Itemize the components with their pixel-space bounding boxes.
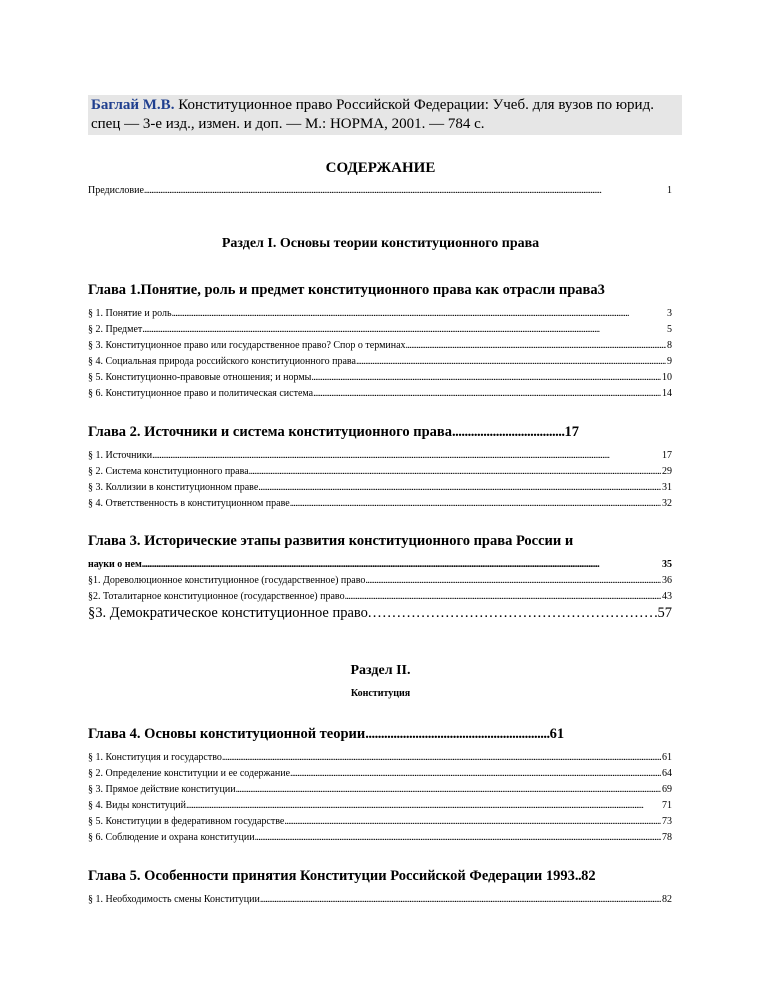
toc-entry-page: 73 xyxy=(662,816,672,827)
chapter-heading-4[interactable] xyxy=(88,726,673,743)
biblio-text: Конституционное право Российской Федерации: Учеб. для вузов по юрид. спец — 3-е изд., измен. и доп. — М.: НОРМА, 2001. — 784 с. xyxy=(91,97,654,132)
toc-entry[interactable] xyxy=(88,340,672,352)
toc-entry-page: 43 xyxy=(662,591,672,602)
toc-entry-title: § 6. Конституционное право и политическая система xyxy=(88,388,314,399)
section-heading-2: Раздел II. xyxy=(350,663,411,678)
toc-entry[interactable] xyxy=(88,498,672,510)
contents-heading: СОДЕРЖАНИЕ xyxy=(325,160,436,176)
toc-entry-title: §3. Демократическое конституционное право xyxy=(88,605,368,621)
chapter-heading-1[interactable]: Глава 1.Понятие, роль и предмет конституционного права как отрасли права3 xyxy=(88,282,605,298)
toc-entry[interactable] xyxy=(88,466,672,478)
toc-entry-title: § 1. Необходимость смены Конституции xyxy=(88,894,260,905)
toc-entry-title: § 1. Конституция и государство xyxy=(88,752,222,763)
toc-entry-page: 32 xyxy=(662,498,672,509)
toc-entry-page: 5 xyxy=(667,324,672,335)
chapter-leader-dots: .................................... xyxy=(451,424,565,440)
toc-entry[interactable] xyxy=(88,894,672,906)
toc-entry[interactable] xyxy=(88,356,672,368)
toc-entry-title: § 3. Конституционное право или государственное право? Спор о терминах xyxy=(88,340,406,351)
toc-entry[interactable] xyxy=(88,372,672,384)
toc-entry-page: 64 xyxy=(662,768,672,779)
toc-entry[interactable] xyxy=(88,450,672,462)
toc-entry-title: § 2. Предмет xyxy=(88,324,143,335)
toc-entry-page: 29 xyxy=(662,466,672,477)
toc-entry[interactable] xyxy=(88,482,672,494)
toc-entry-page: 31 xyxy=(662,482,672,493)
author-name: Баглай М.В. xyxy=(91,97,175,113)
chapter-heading-2[interactable] xyxy=(88,424,673,441)
toc-entry-title: § 3. Прямое действие конституции xyxy=(88,784,236,795)
toc-entry-page: 36 xyxy=(662,575,672,586)
toc-entry-page: 8 xyxy=(667,340,672,351)
toc-entry-page: 1 xyxy=(667,185,672,196)
chapter-heading-3-cont[interactable] xyxy=(88,559,672,571)
section-subheading-2: Конституция xyxy=(350,688,411,699)
toc-entry-page: 78 xyxy=(662,832,672,843)
toc-entry-title: §1. Дореволюционное конституционное (государственное) право xyxy=(88,575,366,586)
toc-entry[interactable] xyxy=(88,784,672,796)
toc-entry-title: § 2. Система конституционного права xyxy=(88,466,249,477)
toc-entry-page: 82 xyxy=(662,894,672,905)
toc-entry-title: науки о нем xyxy=(88,559,142,570)
toc-entry-title: § 5. Конституционно-правовые отношения; и нормы xyxy=(88,372,312,383)
toc-entry-title: § 3. Коллизии в конституционном праве xyxy=(88,482,259,493)
toc-entry-title: § 1. Источники xyxy=(88,450,153,461)
toc-entry-page: 57 xyxy=(657,605,672,621)
chapter-title: Глава 5. Особенности принятия Конституции Российской Федерации 1993 xyxy=(88,868,575,884)
toc-entry[interactable] xyxy=(88,752,672,764)
chapter-title: Глава 4. Основы конституционной теории xyxy=(88,726,366,742)
toc-entry-page: 14 xyxy=(662,388,672,399)
toc-entry[interactable] xyxy=(88,832,672,844)
toc-entry-page: 35 xyxy=(662,559,672,570)
toc-entry-title: Предисловие xyxy=(88,185,144,196)
toc-entry-title: § 2. Определение конституции и ее содержание xyxy=(88,768,291,779)
toc-entry-page: 3 xyxy=(667,308,672,319)
toc-entry-title: § 4. Виды конституций xyxy=(88,800,186,811)
chapter-page: 17 xyxy=(564,424,579,440)
chapter-page: 61 xyxy=(549,726,565,742)
toc-entry-page: 69 xyxy=(662,784,672,795)
toc-entry-title: §2. Тоталитарное конституционное (государственное) право xyxy=(88,591,345,602)
toc-entry-page: 17 xyxy=(662,450,672,461)
chapter-leader-dots: ........................................................... xyxy=(365,726,550,742)
toc-entry-title: § 4. Социальная природа российского конституционного права xyxy=(88,356,356,367)
toc-entry[interactable] xyxy=(88,768,672,780)
bibliographic-reference xyxy=(88,95,682,135)
chapter-leader-dots: .. xyxy=(574,868,582,884)
toc-entry[interactable] xyxy=(88,800,672,812)
toc-entry[interactable] xyxy=(88,575,672,587)
toc-entry[interactable] xyxy=(88,605,672,622)
toc-entry-title: § 5. Конституции в федеративном государстве xyxy=(88,816,285,827)
toc-entry-title: § 1. Понятие и роль xyxy=(88,308,172,319)
toc-entry[interactable] xyxy=(88,308,672,320)
toc-entry-page: 71 xyxy=(662,800,672,811)
toc-entry-page: 10 xyxy=(662,372,672,383)
toc-entry[interactable] xyxy=(88,388,672,400)
toc-entry[interactable] xyxy=(88,591,672,603)
toc-entry-title: § 6. Соблюдение и охрана конституции xyxy=(88,832,255,843)
toc-entry[interactable] xyxy=(88,816,672,828)
toc-entry-page: 9 xyxy=(667,356,672,367)
toc-entry-title: § 4. Ответственность в конституционном праве xyxy=(88,498,290,509)
toc-entry[interactable] xyxy=(88,324,672,336)
chapter-heading-5[interactable] xyxy=(88,868,673,885)
section-heading-1: Раздел I. Основы теории конституционного права xyxy=(221,236,540,251)
chapter-title: Глава 2. Источники и система конституционного права xyxy=(88,424,452,440)
toc-entry-page: 61 xyxy=(662,752,672,763)
toc-entry-preface[interactable] xyxy=(88,185,672,197)
chapter-page: 82 xyxy=(581,868,596,884)
chapter-heading-3[interactable]: Глава 3. Исторические этапы развития конституционного права России и xyxy=(88,533,574,549)
